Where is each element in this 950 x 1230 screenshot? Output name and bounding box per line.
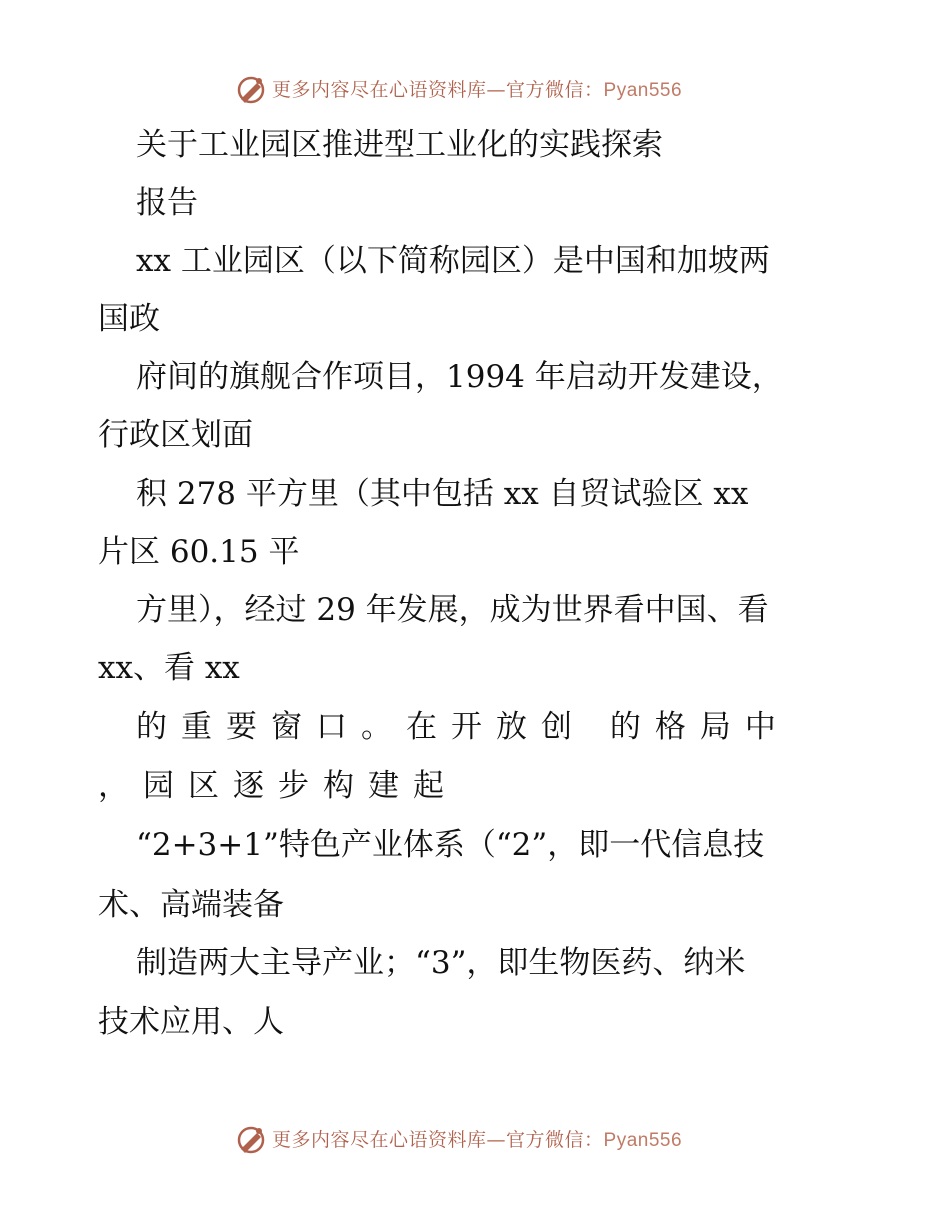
paragraph-line: “2+3+1”特色产业体系（“2”，即一代信息技 (136, 827, 765, 863)
paragraph-line: 国政 (98, 301, 160, 337)
watermark-wechat-label: 官方微信： (506, 79, 604, 101)
paragraph-line: 行政区划面 (98, 417, 253, 453)
watermark-wechat-label: 官方微信： (506, 1129, 604, 1151)
paragraph-line: 方里），经过 29 年发展，成为世界看中国、看 (136, 592, 769, 628)
header-watermark (0, 72, 950, 108)
paragraph-line: 制造两大主导产业；“3”，即生物医药、纳米 (136, 945, 746, 981)
watermark-text (272, 1128, 682, 1153)
watermark-site: 更多内容尽在心语资料库 (272, 1129, 487, 1151)
paragraph-line: 积 278 平方里（其中包括 xx 自贸试验区 xx (136, 476, 749, 512)
watermark-wechat-id: Pyan556 (603, 80, 683, 101)
pen-logo-icon (235, 1124, 267, 1156)
paragraph-line: 的重要窗口。在开放创 的格局中 (136, 709, 790, 745)
watermark-site: 更多内容尽在心语资料库 (272, 79, 487, 101)
document-title-cont: 报告 (136, 185, 198, 221)
watermark-wechat-id: Pyan556 (603, 1130, 683, 1151)
document-title: 关于工业园区推进型工业化的实践探索 (136, 127, 663, 163)
pen-logo-icon (235, 74, 267, 106)
watermark-dash: — (486, 1129, 507, 1151)
paragraph-line: xx 工业园区（以下简称园区）是中国和加坡两 (136, 243, 770, 279)
paragraph-line: xx、看 xx (98, 650, 240, 686)
watermark-dash: — (486, 79, 507, 101)
footer-watermark (0, 1122, 950, 1158)
paragraph-line: 术、高端装备 (98, 887, 284, 923)
paragraph-line: 片区 60.15 平 (98, 534, 300, 570)
paragraph-line: 府间的旗舰合作项目，1994 年启动开发建设， (136, 359, 783, 395)
paragraph-line: 技术应用、人 (98, 1004, 284, 1040)
paragraph-line: ，园区逐步构建起 (98, 768, 458, 804)
watermark-text (272, 78, 682, 103)
